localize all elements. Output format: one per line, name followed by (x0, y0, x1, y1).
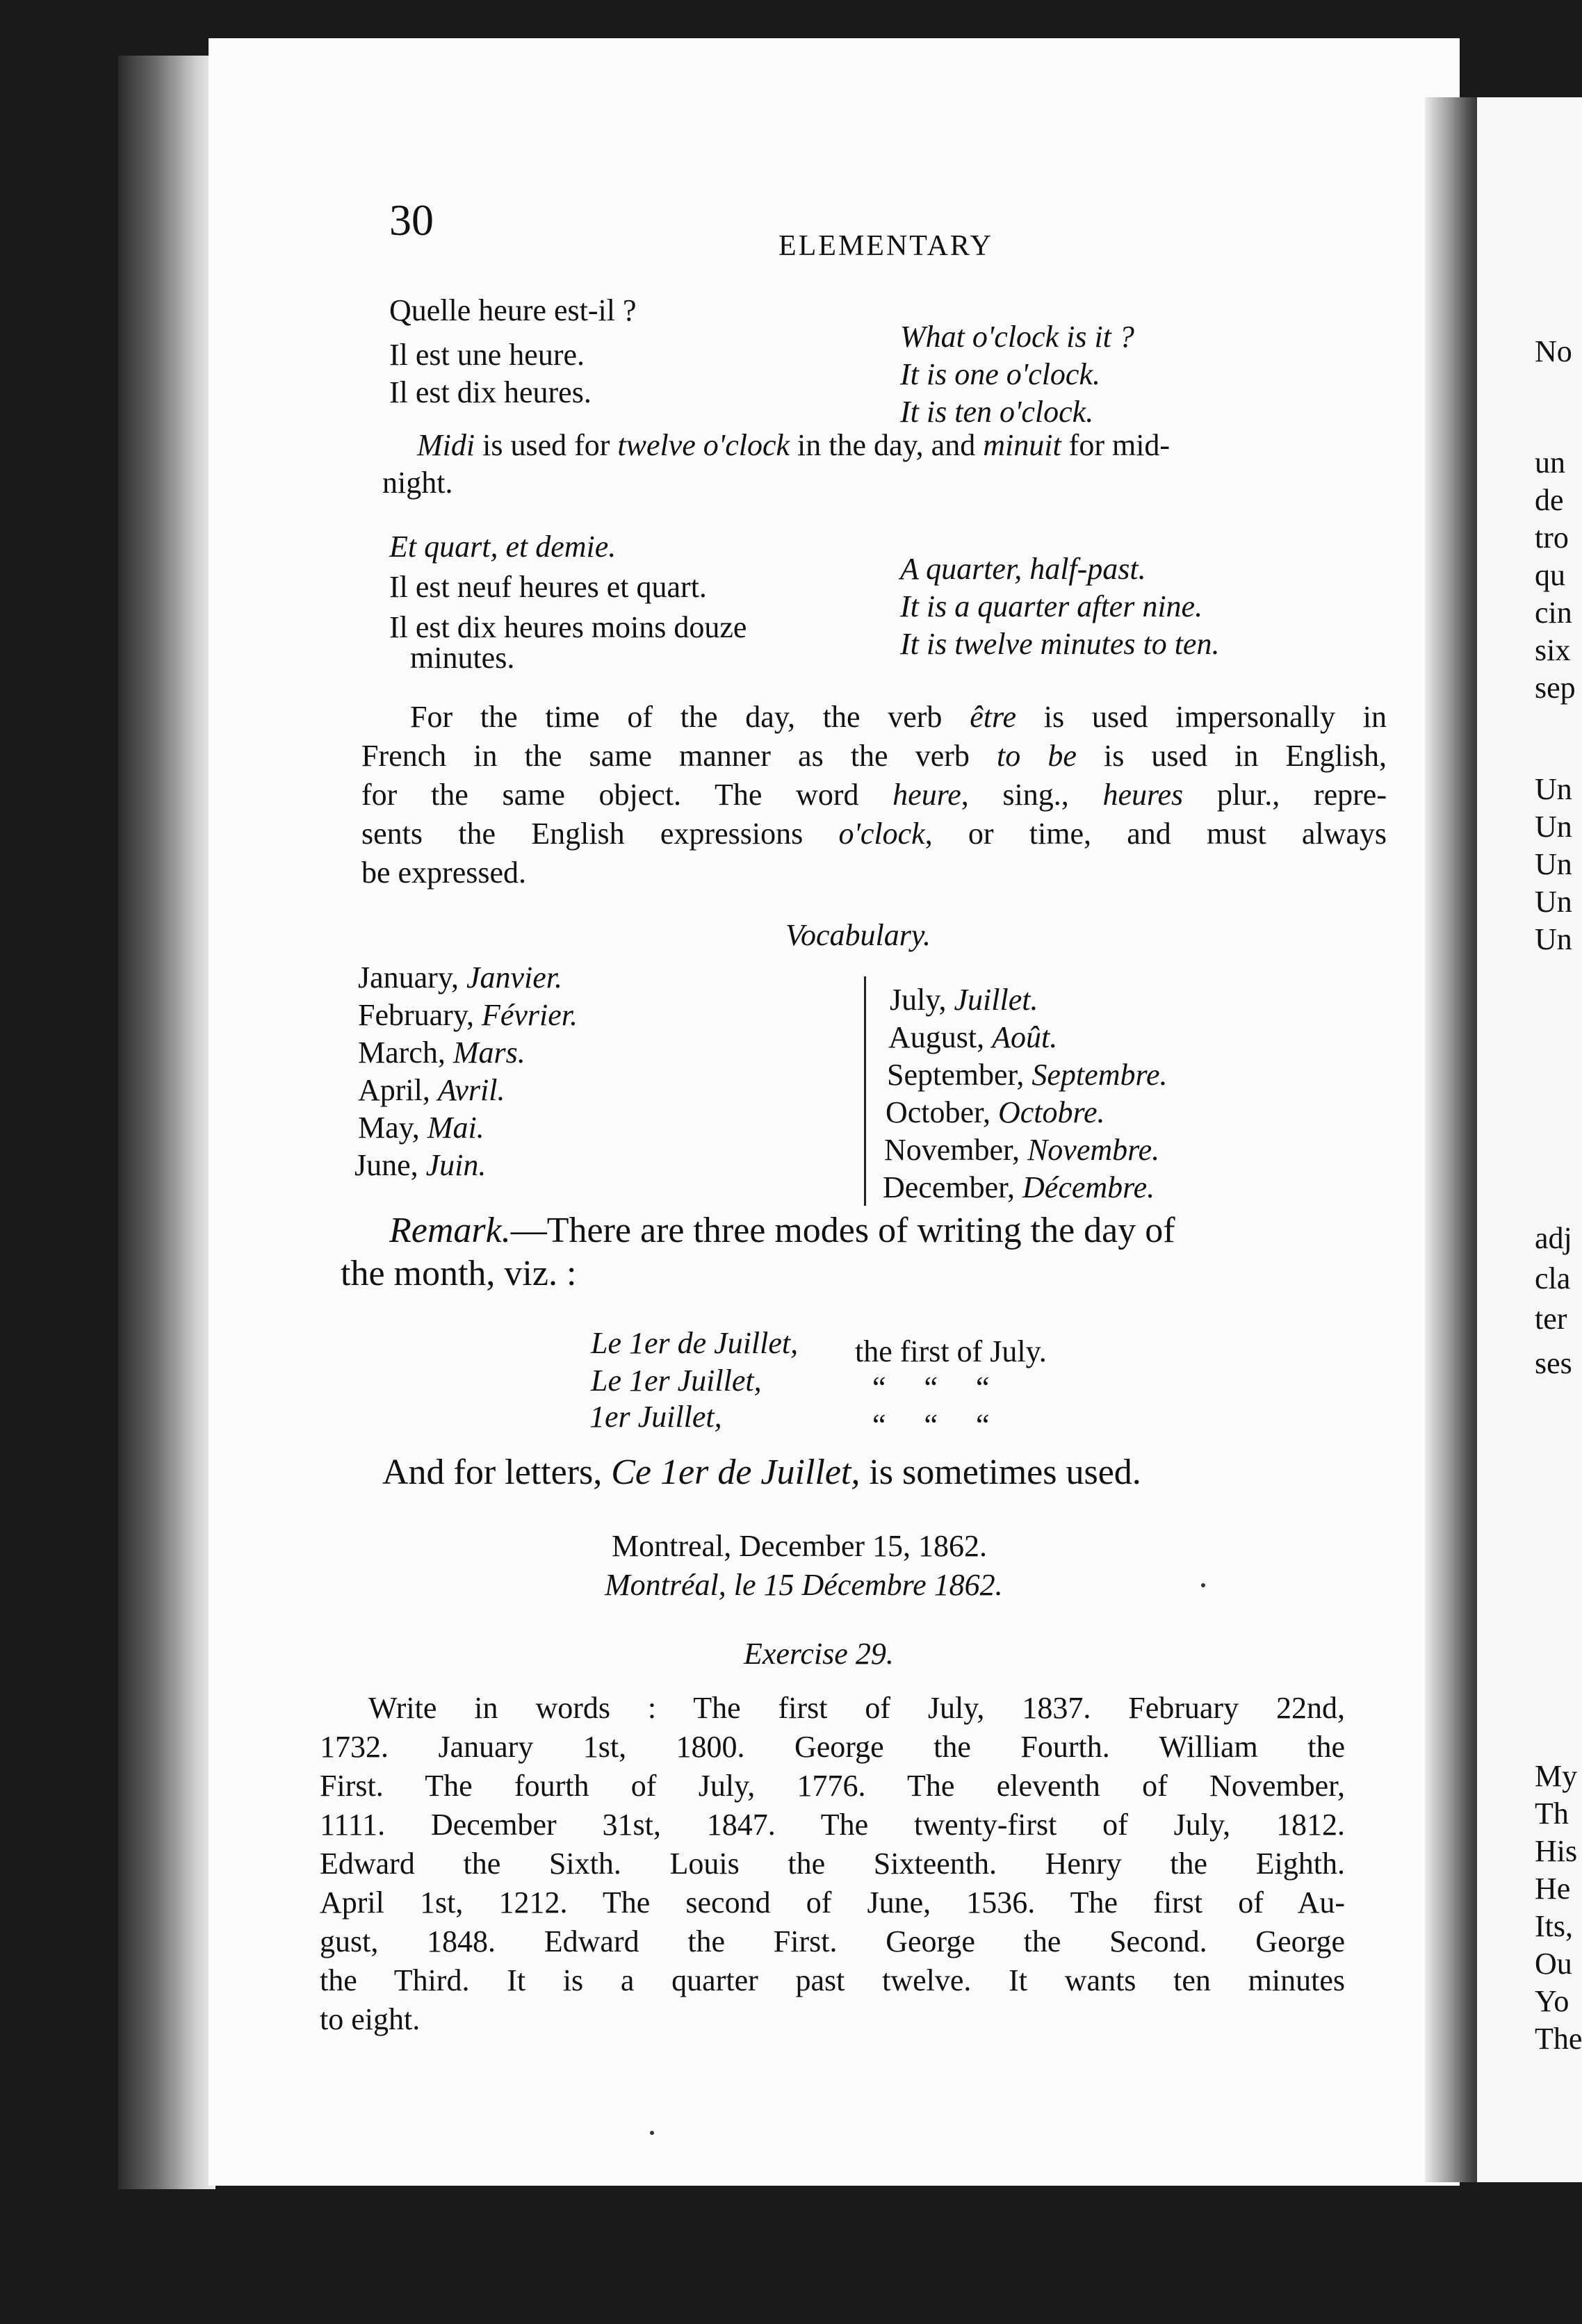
phrase-fr: minutes. (410, 641, 515, 675)
exercise-line: gust, 1848. Edward the First. George the Second. George (320, 1924, 1345, 1958)
midi-note-line: Midi is used for twelve o'clock in the day, and minuit for mid- (417, 428, 1171, 462)
vocab-left-item: April, Avril. (358, 1073, 505, 1107)
phrase-fr: Il est dix heures moins douze (389, 610, 747, 644)
facing-page-fragment: Un (1535, 772, 1572, 806)
facing-page-fragment: cin (1535, 596, 1572, 630)
facing-page-fragment: six (1535, 633, 1571, 667)
facing-page-fragment: No (1535, 334, 1572, 368)
vocab-right-item: October, Octobre. (886, 1095, 1105, 1129)
page-number: 30 (389, 195, 434, 245)
remark-line: the month, viz. : (341, 1254, 577, 1293)
date-mode-fr: Le 1er de Juillet, (591, 1326, 799, 1360)
facing-page-fragment: de (1535, 483, 1564, 517)
phrase-en: A quarter, half-past. (900, 552, 1146, 586)
date-mode-en: the first of July. (855, 1334, 1047, 1368)
facing-page-fragment: un (1535, 445, 1565, 480)
facing-page-fragment: sep (1535, 671, 1576, 705)
facing-page-fragment: Yo (1535, 1984, 1569, 2018)
exercise-line: to eight. (320, 2002, 421, 2036)
book-left-edge (118, 56, 215, 2189)
print-speck (650, 2131, 654, 2135)
facing-page-fragment: Ou (1535, 1947, 1572, 1981)
facing-page-fragment: His (1535, 1834, 1578, 1868)
exercise-line: April 1st, 1212. The second of June, 1536. The first of Au- (320, 1885, 1345, 1920)
phrase-fr: Il est dix heures. (389, 375, 592, 409)
vocab-left-item: March, Mars. (358, 1036, 525, 1070)
vocab-left-item: May, Mai. (358, 1111, 484, 1145)
vocab-left-item: February, Février. (358, 998, 578, 1032)
midi-note-line: night. (382, 466, 453, 500)
vocab-right-item: July, Juillet. (890, 983, 1038, 1017)
vocab-left-item: June, Juin. (354, 1148, 487, 1182)
facing-page-fragment: Un (1535, 847, 1572, 881)
exercise-line: 1111. December 31st, 1847. The twenty-first of July, 1812. (320, 1808, 1345, 1842)
facing-page-fragment: Un (1535, 885, 1572, 919)
facing-page (1477, 97, 1582, 2182)
book-gutter (1425, 97, 1481, 2182)
exercise-line: Edward the Sixth. Louis the Sixteenth. Henry the Eighth. (320, 1847, 1345, 1881)
phrase-fr: Et quart, et demie. (389, 530, 617, 564)
facing-page-fragment: My (1535, 1759, 1578, 1793)
time-paragraph: For the time of the day, the verb être is used impersonally in French in the same manner as the verb to be is used in English, for the same object. The word heure, sing., heures plur., repre- sents the English expressions o'clock, or time, and must always be expressed. (361, 700, 1387, 890)
exercise-title: Exercise 29. (744, 1637, 894, 1671)
letters-line: And for letters, Ce 1er de Juillet, is sometimes used. (382, 1452, 1141, 1492)
vocab-right-item: November, Novembre. (884, 1133, 1160, 1167)
exercise-line: the Third. It is a quarter past twelve. It wants ten minutes (320, 1963, 1345, 1997)
example-date-en: Montreal, December 15, 1862. (612, 1529, 988, 1563)
vocabulary-title: Vocabulary. (785, 918, 931, 952)
ditto-marks: “ “ “ (872, 1408, 990, 1442)
facing-page-fragment: adj (1535, 1221, 1572, 1255)
facing-page-fragment: ter (1535, 1302, 1567, 1336)
facing-page-fragment: Th (1535, 1797, 1569, 1831)
facing-page-fragment: Un (1535, 922, 1572, 956)
date-mode-fr: Le 1er Juillet, (591, 1364, 762, 1398)
exercise-paragraph (320, 1689, 1345, 2039)
vocab-left-item: January, Janvier. (358, 960, 563, 995)
facing-page-fragment: He (1535, 1872, 1571, 1906)
phrase-fr: Il est une heure. (389, 338, 585, 372)
exercise-line: Write in words : The first of July, 1837. February 22nd, (368, 1691, 1345, 1725)
vocab-right-item: September, Septembre. (887, 1058, 1168, 1092)
phrase-en: It is a quarter after nine. (900, 589, 1203, 623)
exercise-line: First. The fourth of July, 1776. The eleventh of November, (320, 1769, 1345, 1803)
facing-page-fragment: The (1535, 2022, 1582, 2056)
example-date-fr: Montréal, le 15 Décembre 1862. (605, 1568, 1003, 1602)
facing-page-fragment: qu (1535, 558, 1565, 592)
phrase-fr: Quelle heure est-il ? (389, 293, 637, 327)
vocab-right-item: December, Décembre. (883, 1170, 1155, 1204)
phrase-fr: Il est neuf heures et quart. (389, 570, 707, 604)
facing-page-fragment: tro (1535, 521, 1569, 555)
remark-label: Remark. (389, 1211, 511, 1250)
phrase-en: It is twelve minutes to ten. (900, 627, 1220, 661)
ditto-marks: “ “ “ (872, 1370, 990, 1405)
phrase-en: What o'clock is it ? (900, 320, 1134, 354)
facing-page-fragment: cla (1535, 1261, 1571, 1295)
print-speck (1201, 1583, 1205, 1587)
date-mode-fr: 1er Juillet, (589, 1400, 722, 1434)
facing-page-fragment: Its, (1535, 1909, 1573, 1943)
facing-page-fragment: ses (1535, 1346, 1572, 1380)
exercise-line: 1732. January 1st, 1800. George the Fourth. William the (320, 1730, 1345, 1764)
remark-line: Remark.—There are three modes of writing the day of (389, 1211, 1175, 1250)
vocab-right-item: August, Août. (888, 1020, 1058, 1054)
vocabulary-divider (864, 976, 866, 1206)
facing-page-fragment: Un (1535, 810, 1572, 844)
running-head: ELEMENTARY (778, 230, 993, 262)
phrase-en: It is one o'clock. (900, 357, 1100, 391)
phrase-en: It is ten o'clock. (900, 395, 1094, 429)
